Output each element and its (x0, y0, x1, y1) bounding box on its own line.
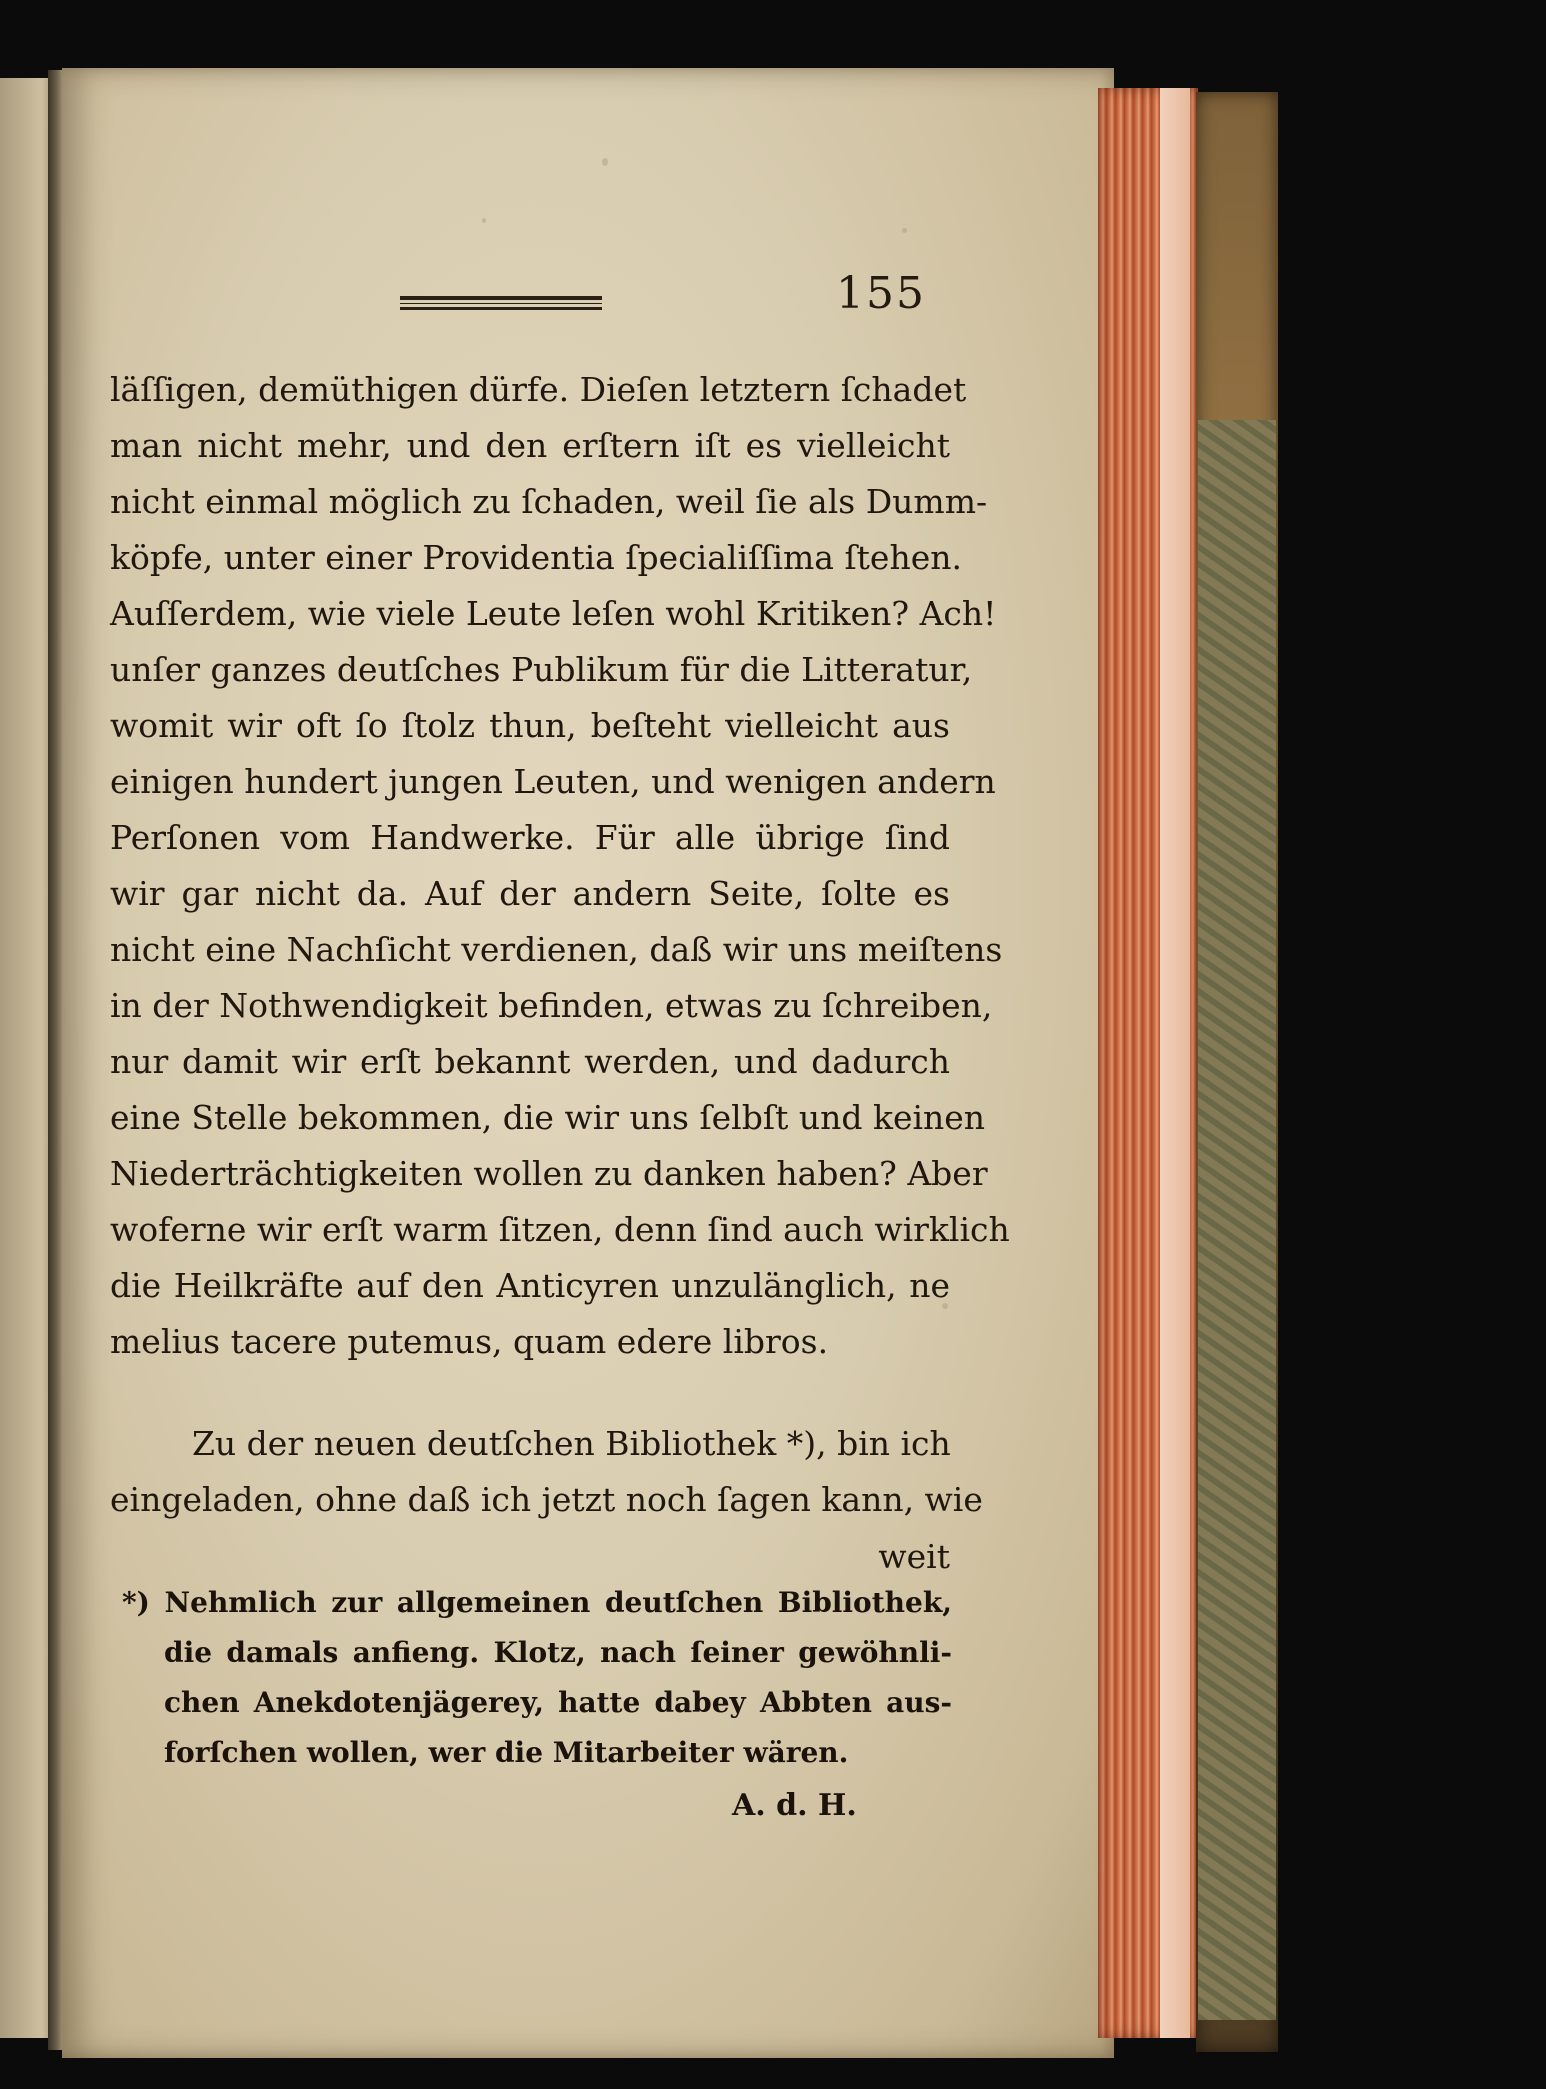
text-line: Zu der neuen deutſchen Bibliothek *), bin ich (192, 1424, 951, 1463)
text-line: eingeladen, ohne daß ich jetzt noch ſagen kann, wie (110, 1480, 983, 1519)
paragraph-gap (110, 1370, 950, 1416)
text-line: läſſigen, demüthigen dürfe. Dieſen letztern ſchadet (110, 370, 967, 409)
text-line: Auſſerdem, wie viele Leute leſen wohl Kritiken? Ach! (110, 594, 997, 633)
text-line: köpfe, unter einer Providentia ſpecialiſſima ſtehen. (110, 538, 962, 577)
footnote-line: *) Nehmlich zur allgemeinen deutſchen Bibliothek, (122, 1586, 952, 1619)
paper-spot (482, 218, 486, 223)
footnote-signature: A. d. H. (732, 1788, 857, 1823)
paper-spot (902, 228, 907, 233)
footnote-line: forſchen wollen, wer die Mitarbeiter wären. (164, 1736, 849, 1769)
paper-spot (602, 158, 608, 166)
text-line: in der Nothwendigkeit befinden, etwas zu ſchreiben, (110, 986, 993, 1025)
footnote-line: chen Anekdotenjägerey, hatte dabey Abbten aus- (164, 1686, 952, 1719)
marbled-paper-cover (1198, 420, 1276, 2020)
text-line: nur damit wir erſt bekannt werden, und dadurch (110, 1042, 950, 1081)
footnote-block (122, 1578, 952, 1834)
text-line: woferne wir erſt warm ſitzen, denn ſind auch wirklich (110, 1210, 1010, 1249)
header-ornament-rule (400, 296, 602, 310)
page-number: 155 (836, 268, 926, 319)
text-line: unſer ganzes deutſches Publikum für die Litteratur, (110, 650, 973, 689)
footnote-line: die damals anfieng. Klotz, nach ſeiner gewöhnli- (164, 1636, 952, 1669)
text-line: Perſonen vom Handwerke. Für alle übrige ſind (110, 818, 950, 857)
text-line: man nicht mehr, und den erſtern iſt es vielleicht (110, 426, 950, 465)
text-line: wir gar nicht da. Auf der andern Seite, ſolte es (110, 874, 950, 913)
text-line: nicht einmal möglich zu ſchaden, weil ſie als Dumm- (110, 482, 988, 521)
text-line: womit wir oft ſo ſtolz thun, beſteht vielleicht aus (110, 706, 950, 745)
text-line: die Heilkräfte auf den Anticyren unzulänglich, ne (110, 1266, 950, 1305)
text-line: Niederträchtigkeiten wollen zu danken haben? Aber (110, 1154, 988, 1193)
text-line: melius tacere putemus, quam edere libros. (110, 1322, 829, 1361)
text-line: einigen hundert jungen Leuten, und wenigen andern (110, 762, 996, 801)
catchword: weit (878, 1537, 950, 1576)
page-block-light-edge (1160, 88, 1190, 2038)
main-text-block (110, 362, 1010, 1586)
text-line: eine Stelle bekommen, die wir uns ſelbſt und keinen (110, 1098, 986, 1137)
text-line: nicht eine Nachſicht verdienen, daß wir uns meiſtens (110, 930, 1003, 969)
